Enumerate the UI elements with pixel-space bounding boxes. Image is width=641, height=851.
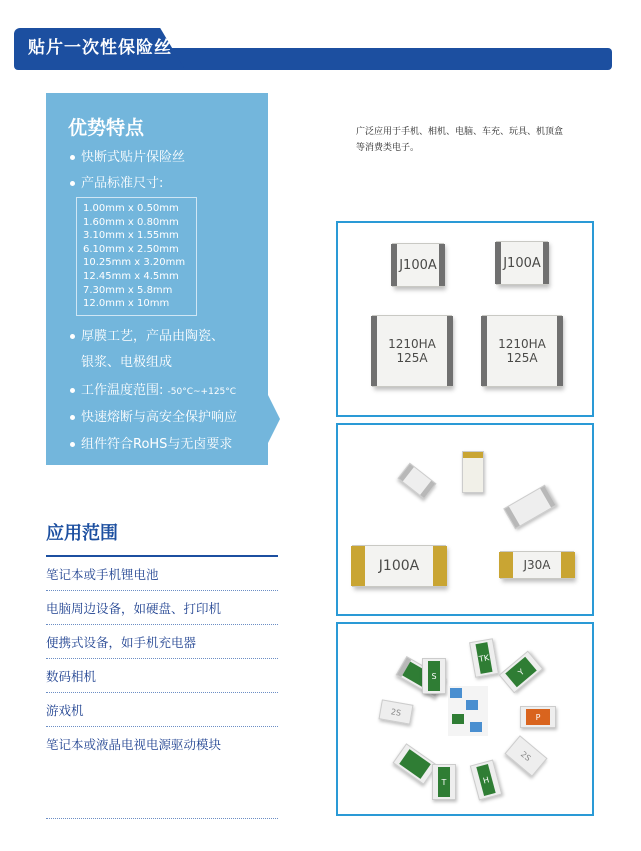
chip-marking: J30A — [523, 558, 551, 572]
feature-rohs-text: 组件符合RoHS与无卤要求 — [81, 437, 233, 452]
product-photo-panel-2 — [336, 423, 594, 616]
size-item: 7.30mm x 5.8mm — [83, 284, 173, 296]
feature-fuse-text: 快速熔断与高安全保护响应 — [81, 410, 238, 425]
feature-bullet-rohs — [70, 433, 232, 452]
fuse-chip-green — [470, 760, 502, 801]
size-item: 1.60mm x 0.80mm — [83, 216, 179, 228]
chip-terminal — [499, 552, 513, 578]
chip-terminal — [420, 481, 435, 498]
chip-marking: H — [476, 764, 495, 796]
application-item: 游戏机 — [46, 703, 84, 718]
chip-blue — [470, 722, 482, 732]
chip-marking: Y — [505, 657, 536, 688]
fuse-chip-tilted — [503, 485, 557, 530]
bullet-dot — [70, 415, 75, 420]
feature-bullet-film — [70, 325, 224, 344]
feature-bullet-fast — [70, 146, 185, 165]
application-divider — [46, 692, 278, 693]
size-item: 6.10mm x 2.50mm — [83, 243, 179, 255]
applications-heading: 应用范围 — [46, 523, 118, 544]
feature-film-text-2: 银浆、电极组成 — [81, 355, 173, 370]
size-item: 12.0mm x 10mm — [83, 298, 170, 310]
product-photo-panel-3 — [336, 622, 594, 816]
fuse-chip-green — [422, 658, 446, 694]
chip-marking: TK — [475, 642, 492, 674]
fuse-chip-white — [504, 735, 547, 777]
application-divider — [46, 818, 278, 819]
fuse-chip-green — [432, 764, 456, 800]
application-divider — [46, 590, 278, 591]
chip-terminal — [505, 506, 520, 528]
applications-rule — [46, 555, 278, 557]
size-item: 3.10mm x 1.55mm — [83, 230, 179, 242]
application-item: 电脑周边设备，如硬盘、打印机 — [46, 601, 222, 616]
chip-terminal — [543, 242, 549, 284]
chip-terminal — [439, 244, 445, 286]
chip-terminal — [463, 452, 483, 458]
size-list-box — [76, 197, 197, 316]
chip-terminal — [399, 464, 414, 481]
application-divider — [46, 658, 278, 659]
fuse-chip-small — [496, 241, 548, 285]
chip-body — [399, 749, 431, 779]
application-item: 笔记本或手机锂电池 — [46, 567, 159, 582]
application-divider — [46, 726, 278, 727]
chip-marking: 1210HA 125A — [388, 337, 436, 365]
chip-terminal — [391, 244, 397, 286]
bullet-dot — [70, 334, 75, 339]
feature-bullet-sizes — [70, 172, 163, 191]
chip-terminal — [371, 316, 377, 386]
size-item: 10.25mm x 3.20mm — [83, 257, 186, 269]
chip-marking: S — [428, 661, 440, 691]
fuse-chip-gold-large — [352, 545, 446, 587]
fuse-chip-large — [372, 315, 452, 387]
bullet-dot — [70, 155, 75, 160]
chip-marking: 2S — [519, 749, 533, 763]
application-description — [356, 124, 606, 156]
fuse-chip-large — [482, 315, 562, 387]
application-item: 笔记本或液晶电视电源驱动模块 — [46, 737, 222, 752]
chip-green — [452, 714, 464, 724]
chip-marking: T — [438, 767, 450, 797]
fuse-chip-white — [379, 699, 414, 724]
chip-terminal — [433, 546, 447, 586]
chip-terminal — [561, 552, 575, 578]
chip-terminal — [447, 316, 453, 386]
chip-marking: 2S — [390, 706, 402, 718]
chip-marking: P — [526, 709, 550, 725]
fuse-chip-gold-small — [500, 551, 574, 579]
fuse-chip-green — [393, 743, 438, 784]
feature-fast-text: 快断式贴片保险丝 — [81, 150, 186, 165]
feature-temp-value: -50°C~+125°C — [167, 387, 237, 397]
chip-blue — [466, 700, 478, 710]
chip-terminal — [495, 242, 501, 284]
chip-marking: J100A — [399, 257, 437, 273]
feature-film-text-1: 厚膜工艺，产品由陶瓷、 — [81, 329, 225, 344]
application-divider — [46, 624, 278, 625]
fuse-chip-tilted — [397, 463, 436, 500]
fuse-chip-green — [499, 651, 544, 694]
page-title: 贴片一次性保险丝 — [28, 38, 172, 58]
features-heading: 优势特点 — [68, 117, 145, 139]
application-item: 便携式设备，如手机充电器 — [46, 635, 197, 650]
chip-terminal — [557, 316, 563, 386]
fuse-chip-small — [392, 243, 444, 287]
feature-bullet-fuse — [70, 406, 237, 425]
feature-temp-label: 工作温度范围: — [81, 383, 164, 398]
size-item: 1.00mm x 0.50mm — [83, 203, 179, 214]
bullet-dot — [70, 388, 75, 393]
chip-terminal — [351, 546, 365, 586]
feature-bullet-temp — [70, 379, 236, 398]
chip-marking: 1210HA 125A — [498, 337, 546, 365]
size-item: 12.45mm x 4.5mm — [83, 270, 179, 282]
fuse-chip-tilted — [462, 451, 484, 493]
description-line-1: 广泛应用于手机、相机、电脑、车充、玩具、机顶盒 — [356, 127, 564, 137]
application-item: 数码相机 — [46, 669, 97, 684]
fuse-chip-green — [469, 638, 499, 678]
product-photo-panel-1 — [336, 221, 594, 417]
bullet-dot — [70, 181, 75, 186]
bullet-dot — [70, 442, 75, 447]
chip-terminal — [540, 486, 555, 508]
features-panel-arrow — [268, 395, 280, 443]
chip-terminal — [481, 316, 487, 386]
feature-sizes-text: 产品标准尺寸: — [81, 176, 164, 191]
fuse-chip-orange — [520, 706, 556, 728]
chip-marking: J100A — [503, 255, 541, 271]
chip-marking: J100A — [378, 558, 420, 574]
description-line-2: 等消费类电子。 — [356, 143, 420, 153]
chip-blue — [450, 688, 462, 698]
fuse-chip-cluster — [448, 686, 488, 736]
